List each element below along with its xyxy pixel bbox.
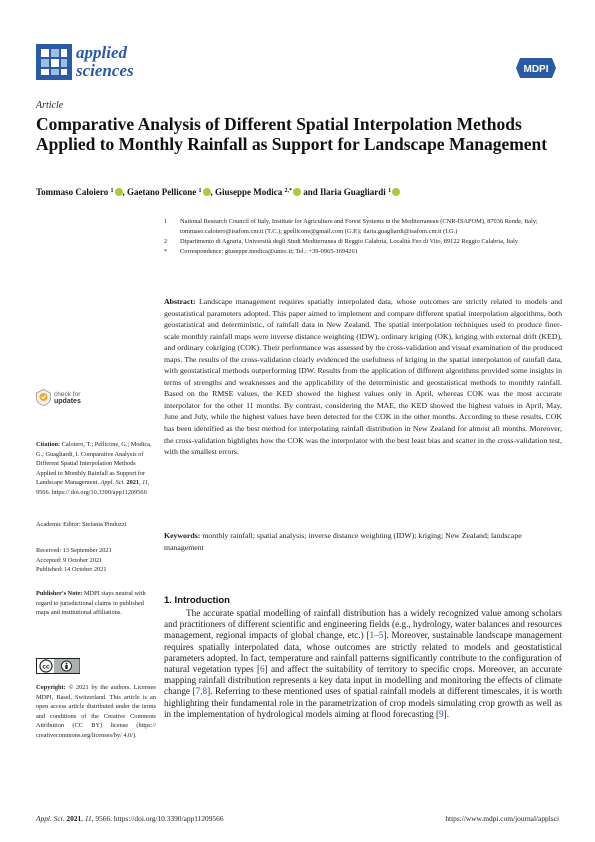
author-affiliation-sup: 1 [198, 188, 202, 194]
abstract-text: Landscape management requires spatially interpolated data, whose outcomes are strictly related to models and geostatistical parameters adopted. This paper aimed to implement and compare different spatial interpolation algorithms, both geostatistical and deterministic, of rainfall data in New Zealand. The spatial interpolation techniques used to produce finer-scale monthly rainfall maps were inverse distance weighting (IDW), ordinary kriging (OK), kriging with external drift (KED), and ordinary cokriging (COK). Their performance was assessed by the cross-validation and visual examination of the produced maps. The results of the cross-validation clearly evidenced the usefulness of kriging in the spatial interpolation of rainfall data, with geostatistical methods outperforming IDW. Results from the application of different algorithms provided some insights in terms of strengths and weaknesses and the applicability of the deterministic and geostatistical methods to monthly rainfall. Based on the RMSE values, the KED showed the highest values only in April, whereas COK was the most accurate interpolator for the other 11 months. By contrast, considering the MAE, the KED showed the highest values in April, May, June and July, while the highest values have been detected for the COK in the other months. According to these results, COK has been identified as the best method for interpolating rainfall distribution in New Zealand for almost all months. Moreover, the cross-validation highlights how the COK was the interpolator with the best least bias and scatter in the cross-validation test, with the smallest errors. [164, 297, 562, 457]
citation-text: Caloiero, T.; Pellicone, G.; Modica, G.; Guagliardi, I. Comparative Analysis of Different Spatial Interpolation Methods Applied to Monthly Rainfall as Support for Landscape Management. [36, 441, 152, 486]
affiliation-item [164, 237, 564, 247]
received-date: Received: 13 September 2021 [36, 547, 112, 554]
check-updates-label [54, 391, 81, 405]
footer-journal-url[interactable]: https://www.mdpi.com/journal/applsci [445, 814, 559, 823]
intro-text-segment: ] and affect the suitability of territory to specific crops. Moreover, an accurate mapping rainfall distribution represents a key data input in modelling and monitoring the effects of climate change [ [164, 664, 563, 697]
reference-link[interactable]: 7,8 [195, 686, 208, 697]
citation: Citation: Caloiero, T.; Pellicone, G.; Modica, G.; Guagliardi, I. Comparative Analysis of Different Spatial Interpolation Methods Applied to Monthly Rainfall as Support for Landscape Management. Appl. Sci. 2021, 11, 9566. https:// doi.org/10.3390/app11209566 [36, 441, 152, 496]
check-updates-line1: check for [54, 391, 81, 398]
cc-icon-text: cc [42, 663, 50, 671]
affiliation-marker: * [164, 249, 167, 255]
journal-name-line1: applied [76, 43, 127, 62]
author-name: Gaetano Pellicone [127, 187, 197, 197]
affiliation-text: Dipartimento di Agraria, Università degli Studi Mediterranea di Reggio Calabria, Località Feo di Vito, 89122 Reggio Calabria, Italy [180, 238, 518, 245]
keywords-label: Keywords: [164, 531, 201, 540]
reference-link[interactable]: 9 [439, 708, 444, 719]
author-name: Giuseppe Modica [215, 187, 283, 197]
journal-name-line2: sciences [76, 61, 134, 80]
footer-citation: Appl. Sci. 2021, 11, 9566. https://doi.org/10.3390/app11209566 [36, 814, 224, 823]
copyright-label: Copyright: [36, 684, 66, 691]
footer-doi[interactable]: , 9566. https://doi.org/10.3390/app11209566 [91, 814, 224, 823]
copyright [36, 683, 156, 740]
check-updates-icon [36, 389, 51, 406]
citation-year: 2021 [126, 479, 140, 486]
affiliation-item [164, 217, 564, 237]
affiliation-item [164, 247, 564, 257]
intro-text-segment: The accurate spatial modelling of rainfall distribution has a widely recognized value among scholars and practitioners of different scientific and engineering fields (e.g., hydrology, water balances and resources management, regional impacts of global change, etc.) [ [164, 608, 562, 641]
author-affiliation-sup: 2,* [284, 188, 293, 194]
article-type: Article [36, 100, 64, 111]
orcid-icon[interactable] [115, 188, 123, 196]
keywords [164, 530, 562, 553]
reference-link[interactable]: 1–5 [369, 630, 384, 641]
author-separator: , [210, 187, 216, 197]
mdpi-logo-text: MDPI [523, 64, 549, 75]
introduction-text [164, 608, 562, 720]
intro-text-segment: ]. [443, 708, 449, 719]
correspondence-text: Correspondence: giuseppe.modica@unirc.it; Tel.: +39-0965-1694261 [180, 248, 358, 255]
intro-text-segment: ]. Moreover, sustainable landscape management requires spatially interpolated data, whose outcomes are strictly related to models and geostatistical parameters adopted. In fact, temperature and rainfall patterns significantly contribute to the configuration of natural vegetation types [ [164, 630, 563, 675]
author-separator: and [301, 187, 321, 197]
reference-link[interactable]: 6 [260, 664, 265, 675]
publisher-note-text: MDPI stays neutral with regard to jurisdictional claims in published maps and institutional affiliations. [36, 590, 146, 616]
footer-year: 2021 [66, 814, 82, 823]
abstract [164, 296, 562, 458]
copyright-text: © 2021 by the authors. Licensee MDPI, Basel, Switzerland. This article is an open access article distributed under the terms and conditions of the Creative Commons Attribution (CC BY) license (https:// creativecommons.org/licenses/by/ 4.0/). [36, 684, 156, 739]
orcid-icon[interactable] [203, 188, 211, 196]
keywords-text: monthly rainfall; spatial analysis; inverse distance weighting (IDW); kriging; New Zealand; landscape management [164, 531, 522, 552]
affiliation-marker: 2 [164, 239, 167, 245]
orcid-icon[interactable] [392, 188, 400, 196]
check-updates-line2: updates [54, 398, 81, 405]
journal-name [76, 44, 186, 80]
footer-volume: 11 [84, 814, 92, 823]
citation-journal: Appl. Sci. [100, 479, 125, 486]
citation-doi[interactable]: , 9566. https:// doi.org/10.3390/app11209566 [36, 479, 150, 496]
affiliations [164, 217, 564, 257]
affiliation-text: National Research Council of Italy, Institute for Agriculture and Forest Systems in the Mediterranean (CNR-ISAFOM), 87036 Rende, Italy; tommaso.caloiero@isafom.cnr.it (T.C.); gpellicone@gmail.com (G.P.); ilaria.guagliardi@isafom.cnr.it (I.G.) [180, 218, 538, 235]
publication-dates [36, 546, 156, 575]
citation-volume: 11 [142, 479, 149, 486]
cc-by-license-icon[interactable] [36, 658, 80, 674]
abstract-label: Abstract: [164, 297, 196, 306]
academic-editor: Academic Editor: Stefania Pindozzi [36, 521, 127, 528]
published-date: Published: 14 October 2021 [36, 566, 107, 573]
footer-journal: Appl. Sci. [36, 814, 65, 823]
publisher-note [36, 589, 156, 618]
journal-logo-icon [36, 44, 72, 80]
author-list [36, 187, 566, 197]
publisher-note-label: Publisher's Note: [36, 590, 83, 597]
mdpi-logo-icon [516, 58, 556, 78]
orcid-icon[interactable] [293, 188, 301, 196]
author-name: Ilaria Guagliardi [320, 187, 386, 197]
citation-label: Citation: [36, 441, 61, 448]
accepted-date: Accepted: 9 October 2021 [36, 556, 103, 564]
affiliation-marker: 1 [164, 219, 167, 225]
author-name: Tommaso Caloiero [36, 187, 109, 197]
article-title: Comparative Analysis of Different Spatial Interpolation Methods Applied to Monthly Rainfall as Support for Landscape Management [36, 114, 548, 154]
author-separator: , [122, 187, 128, 197]
author-affiliation-sup: 1 [388, 188, 392, 194]
section-heading-introduction: 1. Introduction [164, 595, 230, 606]
author-affiliation-sup: 1 [110, 188, 114, 194]
intro-text-segment: ]. Referring to these mentioned uses of spatial rainfall models at different timescales, it is worth highlighting their fundamental role in the parametrization of crop models simulating crop growth as well as in the implementation of hydrological models aiming at flood forecasting [ [164, 686, 562, 719]
check-for-updates-button[interactable] [36, 389, 136, 411]
